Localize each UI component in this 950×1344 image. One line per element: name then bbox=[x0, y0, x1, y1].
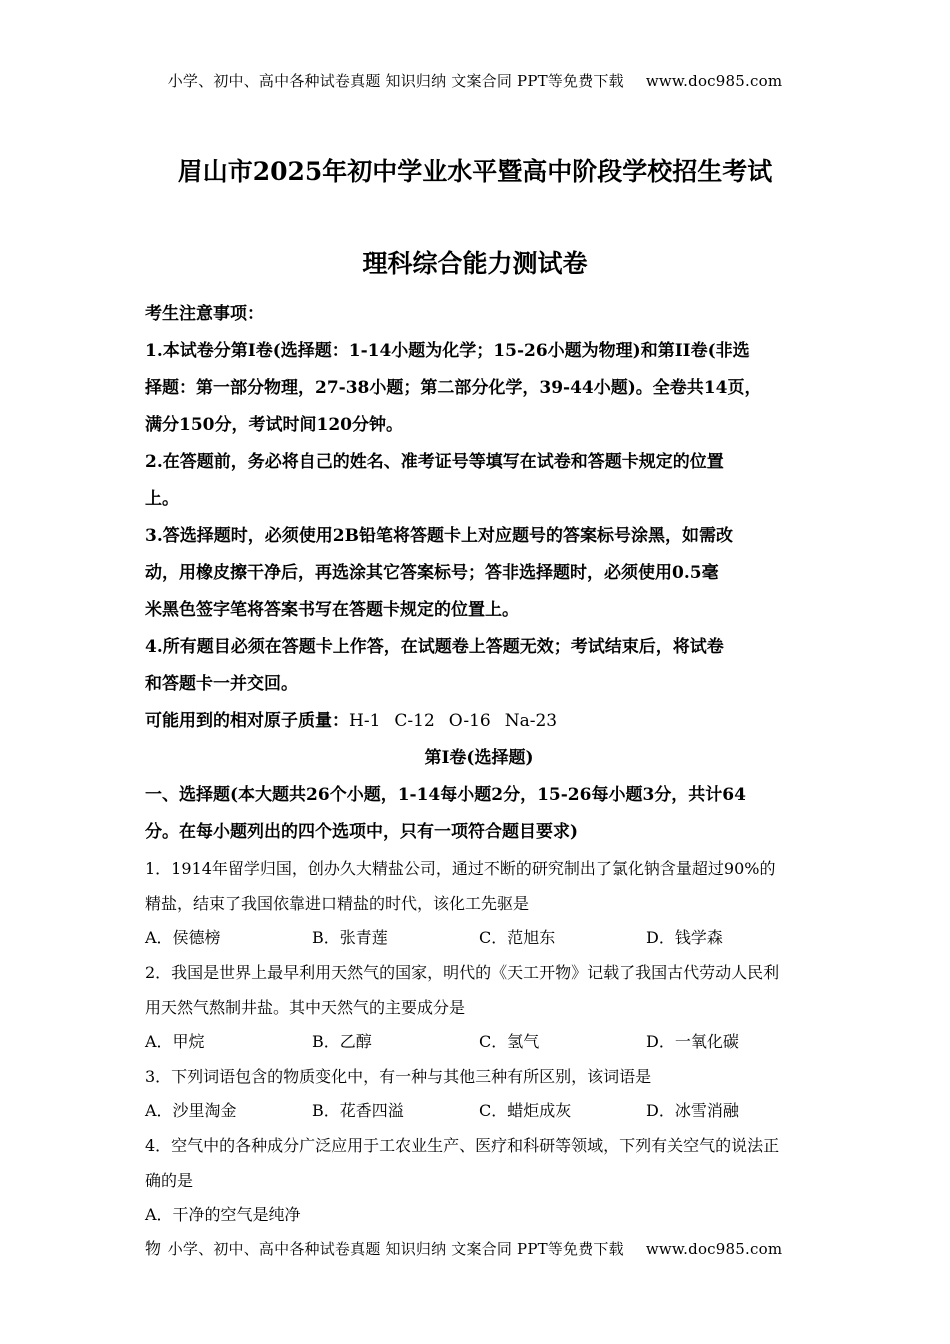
option-b: B．张青莲 bbox=[312, 928, 388, 947]
notice-line: 满分150分，考试时间120分钟。 bbox=[145, 415, 403, 435]
notice-line: 4.所有题目必须在答题卡上作答，在试题卷上答题无效；考试结束后，将试卷 bbox=[145, 637, 724, 657]
option-a: A．侯德榜 bbox=[145, 928, 221, 947]
exam-subtitle: 理科综合能力测试卷 bbox=[362, 249, 588, 278]
question-1-stem: 1．1914年留学归国，创办久大精盐公司，通过不断的研究制出了氯化钠含量超过90%的 bbox=[145, 859, 776, 878]
exam-title: 眉山市2025年初中学业水平暨高中阶段学校招生考试 bbox=[177, 157, 773, 186]
question-2-stem: 用天然气熬制井盐。其中天然气的主要成分是 bbox=[145, 998, 466, 1017]
section-title: 第I卷(选择题) bbox=[424, 748, 534, 768]
page-footer bbox=[0, 1238, 950, 1259]
option-c: C．蜡炬成灰 bbox=[479, 1101, 572, 1120]
exam-content bbox=[145, 296, 813, 1266]
option-b: B．花香四溢 bbox=[312, 1101, 404, 1120]
section-description: 一、选择题(本大题共26个小题，1-14每小题2分，15-26每小题3分，共计64 bbox=[145, 785, 746, 805]
atomic-mass-value: C-12 bbox=[394, 711, 435, 731]
header-text: 小学、初中、高中各种试卷真题 知识归纳 文案合同 PPT等免费下载 bbox=[167, 72, 624, 90]
notice-line: 1.本试卷分第I卷(选择题：1-14小题为化学；15-26小题为物理)和第II卷(非选 bbox=[145, 341, 750, 361]
question-4-stem: 确的是 bbox=[145, 1171, 194, 1190]
option-d: D．钱学森 bbox=[646, 928, 723, 947]
page-header bbox=[0, 70, 950, 91]
question-2-options bbox=[145, 1025, 813, 1059]
question-3-options bbox=[145, 1094, 813, 1128]
atomic-mass-line bbox=[145, 703, 813, 740]
option-a: A．干净的空气是纯净物 bbox=[145, 1205, 301, 1258]
question-1-options bbox=[145, 921, 813, 955]
atomic-mass-value: Na-23 bbox=[504, 711, 558, 731]
question-1-stem: 精盐，结束了我国依靠进口精盐的时代，该化工先驱是 bbox=[145, 894, 530, 913]
notice-heading: 考生注意事项： bbox=[145, 304, 264, 324]
notice-line: 米黑色签字笔将答案书写在答题卡规定的位置上。 bbox=[145, 600, 519, 620]
option-c: C．氢气 bbox=[479, 1032, 540, 1051]
option-a: A．甲烷 bbox=[145, 1032, 205, 1051]
question-4-stem: 4．空气中的各种成分广泛应用于工农业生产、医疗和科研等领域，下列有关空气的说法正 bbox=[145, 1136, 780, 1155]
option-c: C．范旭东 bbox=[479, 928, 556, 947]
notice-line: 3.答选择题时，必须使用2B铅笔将答题卡上对应题号的答案标号涂黑，如需改 bbox=[145, 526, 733, 546]
atomic-mass-value: H-1 bbox=[349, 711, 381, 731]
section-description: 分。在每小题列出的四个选项中，只有一项符合题目要求) bbox=[145, 822, 579, 842]
footer-url[interactable]: www.doc985.com bbox=[645, 1240, 783, 1258]
atomic-mass-label: 可能用到的相对原子质量： bbox=[145, 711, 349, 731]
header-url[interactable]: www.doc985.com bbox=[645, 72, 783, 90]
option-b: B．乙醇 bbox=[312, 1032, 372, 1051]
notice-line: 上。 bbox=[145, 489, 179, 509]
footer-text: 小学、初中、高中各种试卷真题 知识归纳 文案合同 PPT等免费下载 bbox=[167, 1240, 624, 1258]
notice-line: 和答题卡一并交回。 bbox=[145, 674, 298, 694]
option-a: A．沙里淘金 bbox=[145, 1101, 237, 1120]
notice-line: 2.在答题前，务必将自己的姓名、准考证号等填写在试卷和答题卡规定的位置 bbox=[145, 452, 724, 472]
option-d: D．一氧化碳 bbox=[646, 1032, 739, 1051]
question-3-stem: 3．下列词语包含的物质变化中，有一种与其他三种有所区别，该词语是 bbox=[145, 1067, 652, 1086]
option-d: D．冰雪消融 bbox=[646, 1101, 739, 1120]
notice-line: 动，用橡皮擦干净后，再选涂其它答案标号；答非选择题时，必须使用0.5毫 bbox=[145, 563, 719, 583]
question-2-stem: 2．我国是世界上最早利用天然气的国家，明代的《天工开物》记载了我国古代劳动人民利 bbox=[145, 963, 780, 982]
atomic-mass-value: O-16 bbox=[448, 711, 491, 731]
notice-line: 择题：第一部分物理，27-38小题；第二部分化学，39-44小题)。全卷共14页， bbox=[145, 378, 762, 398]
